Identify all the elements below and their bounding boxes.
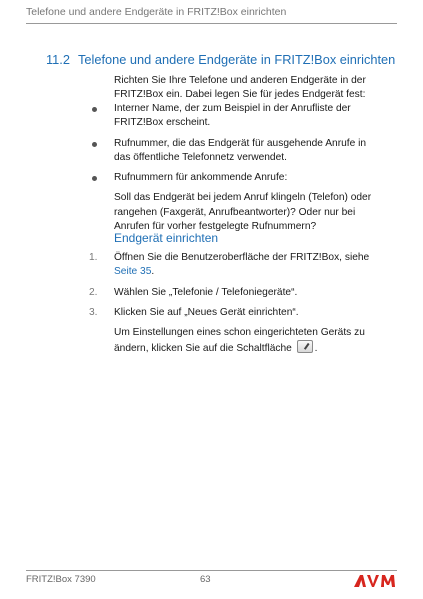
step-item bbox=[89, 286, 384, 300]
step-number: 2. bbox=[89, 286, 98, 298]
step-item bbox=[89, 251, 384, 280]
bullet-item bbox=[114, 171, 384, 234]
header-divider bbox=[26, 23, 397, 24]
bullet-item bbox=[114, 137, 384, 166]
steps-list bbox=[89, 251, 384, 363]
bullet-item bbox=[114, 102, 384, 131]
section-heading bbox=[46, 52, 395, 67]
step-text-after: . bbox=[151, 266, 155, 278]
edit-icon bbox=[297, 340, 313, 353]
bullet-list bbox=[114, 102, 384, 240]
step-number: 1. bbox=[89, 252, 98, 263]
footer-product: FRITZ!Box 7390 bbox=[26, 574, 96, 585]
running-header: Telefone und andere Endgeräte in FRITZ!Box einrichten bbox=[26, 6, 287, 18]
bullet-text: Rufnummer, die das Endgerät für ausgehende Anrufe in das öffentliche Telefonnetz verwendet. bbox=[114, 137, 367, 163]
bullet-dot-icon bbox=[92, 142, 97, 147]
footer-divider bbox=[26, 570, 397, 571]
step-number: 3. bbox=[89, 306, 98, 318]
footer-page-number: 63 bbox=[200, 574, 211, 585]
intro-paragraph bbox=[114, 74, 384, 103]
step-sub-paragraph bbox=[114, 326, 384, 357]
bullet-dot-icon bbox=[92, 176, 97, 181]
step-text: Klicken Sie auf „Neues Gerät einrichten“. bbox=[114, 306, 299, 318]
bullet-sub-paragraph: Soll das Endgerät bei jedem Anruf klingeln (Telefon) oder rangehen (Faxgerät, Anrufbeantworter)? Oder nur bei Anrufen für vorher festgelegte Rufnummern? bbox=[114, 192, 372, 233]
bullet-text: Interner Name, der zum Beispiel in der Anrufliste der FRITZ!Box erscheint. bbox=[114, 103, 351, 129]
intro-text: Richten Sie Ihre Telefone und anderen Endgeräte in der FRITZ!Box ein. Dabei legen Sie für jedes Endgerät fest: bbox=[114, 75, 366, 101]
step-text-main: Öffnen Sie die Benutzeroberfläche der FRITZ!Box, siehe bbox=[114, 252, 370, 263]
step-text: Wählen Sie „Telefonie / Telefoniegeräte“. bbox=[114, 286, 298, 298]
subheading: Endgerät einrichten bbox=[114, 231, 219, 245]
section-number: 11.2 bbox=[46, 52, 70, 67]
section-title: Telefone und andere Endgeräte in FRITZ!Box einrichten bbox=[78, 52, 396, 67]
page-link[interactable]: Seite 35 bbox=[114, 266, 152, 278]
bullet-text: Rufnummern für ankommende Anrufe: bbox=[114, 172, 288, 184]
avm-logo bbox=[354, 574, 400, 593]
step-sub-text: Um Einstellungen eines schon eingerichteten Geräts zu ändern, klicken Sie auf die Schaltfläche bbox=[114, 327, 365, 355]
bullet-dot-icon bbox=[92, 107, 97, 112]
step-text bbox=[114, 251, 384, 280]
step-item bbox=[89, 306, 384, 357]
step-sub-after: . bbox=[314, 343, 318, 355]
